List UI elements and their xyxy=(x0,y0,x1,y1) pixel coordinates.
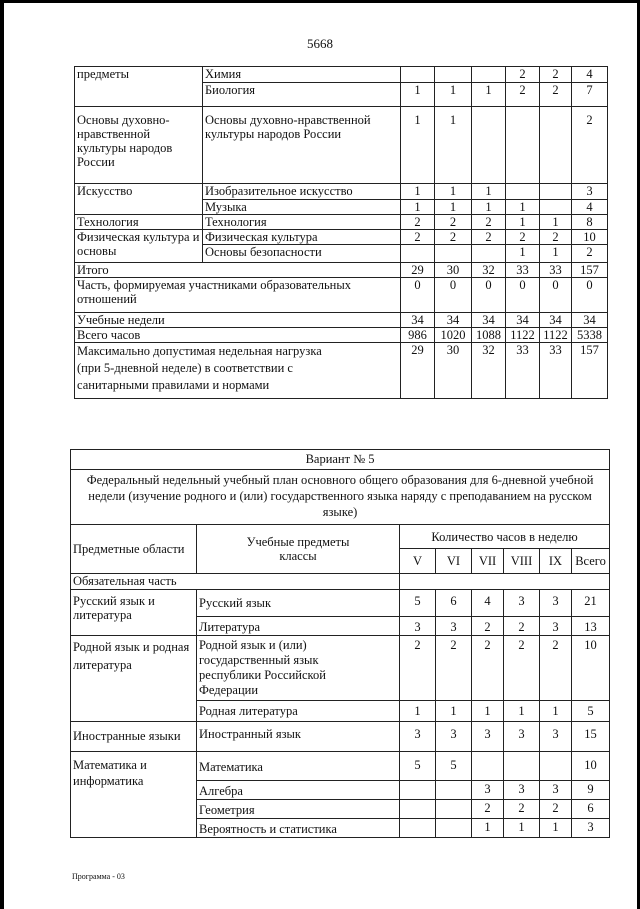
hours-cell: 0 xyxy=(540,278,572,313)
hours-cell: 29 xyxy=(401,263,435,278)
hours-cell: 29 xyxy=(401,343,435,399)
area-cell: Физическая культура и основы xyxy=(75,230,203,263)
hours-cell xyxy=(472,245,506,263)
hours-cell: 2 xyxy=(506,230,540,245)
subject-cell: Физическая культура xyxy=(203,230,401,245)
hours-cell: 2 xyxy=(472,617,504,636)
plan-title: Федеральный недельный учебный план основного общего образования для 6-дневной учебной недели (изучение родного и (или) государственного языка наряду с преподаванием на русском языке) xyxy=(71,470,610,525)
hours-cell: 2 xyxy=(401,230,435,245)
hours-cell: 2 xyxy=(540,67,572,83)
hours-cell: 1 xyxy=(472,83,506,107)
hours-cell: 1 xyxy=(540,245,572,263)
subject-cell: Литература xyxy=(197,617,400,636)
hours-cell: 0 xyxy=(572,278,608,313)
hours-cell: 0 xyxy=(472,278,506,313)
hours-cell: 6 xyxy=(572,800,610,819)
variant-5-table xyxy=(70,449,610,838)
hours-cell xyxy=(540,107,572,184)
area-cell: Русский язык и литература xyxy=(71,590,197,636)
total-row xyxy=(75,263,608,278)
table-row xyxy=(71,636,610,701)
hours-cell: 157 xyxy=(572,263,608,278)
subject-cell: Основы безопасности xyxy=(203,245,401,263)
hours-cell xyxy=(506,184,540,200)
grade-header: VI xyxy=(436,549,472,574)
curriculum-table-continued xyxy=(74,66,608,399)
subject-cell: Родной язык и (или) государственный язык республики Российской Федерации xyxy=(197,636,400,701)
hours-cell: 0 xyxy=(401,278,435,313)
hours-cell: 3 xyxy=(472,781,504,800)
hours-cell: 986 xyxy=(401,328,435,343)
grade-header: VII xyxy=(472,549,504,574)
hours-cell: 3 xyxy=(436,617,472,636)
hours-cell: 8 xyxy=(572,215,608,230)
table-row xyxy=(71,722,610,752)
hours-cell: 1 xyxy=(436,701,472,722)
total-row xyxy=(75,313,608,328)
hours-cell: 5 xyxy=(436,752,472,781)
hours-cell: 2 xyxy=(572,245,608,263)
hours-cell xyxy=(401,245,435,263)
section-filler xyxy=(400,574,610,590)
table-row xyxy=(75,107,608,184)
hours-cell: 1122 xyxy=(540,328,572,343)
hours-cell: 3 xyxy=(504,781,540,800)
hours-cell: 1 xyxy=(435,184,472,200)
hours-cell: 2 xyxy=(436,636,472,701)
hours-cell: 3 xyxy=(540,722,572,752)
hours-cell xyxy=(540,752,572,781)
variant-title: Вариант № 5 xyxy=(71,450,610,470)
hours-cell: 2 xyxy=(472,230,506,245)
total-label: Всего часов xyxy=(75,328,401,343)
table-row xyxy=(75,184,608,200)
hours-cell: 5 xyxy=(572,701,610,722)
subject-cell: Изобразительное искусство xyxy=(203,184,401,200)
hours-cell: 5338 xyxy=(572,328,608,343)
hours-cell: 2 xyxy=(540,800,572,819)
hours-cell: 34 xyxy=(506,313,540,328)
subject-cell: Математика xyxy=(197,752,400,781)
hours-cell: 3 xyxy=(504,722,540,752)
total-label: Часть, формируемая участниками образовательных отношений xyxy=(75,278,401,313)
hours-cell: 3 xyxy=(540,781,572,800)
hours-cell xyxy=(400,781,436,800)
section-row xyxy=(71,574,610,590)
hours-cell xyxy=(435,67,472,83)
subject-cell: Химия xyxy=(203,67,401,83)
hours-cell: 1 xyxy=(506,200,540,215)
hours-cell xyxy=(400,800,436,819)
hours-cell: 6 xyxy=(436,590,472,617)
subject-cell: Основы духовно-нравственной культуры народов России xyxy=(203,107,401,184)
col-header-subject: Учебные предметы классы xyxy=(197,525,400,574)
hours-cell: 10 xyxy=(572,636,610,701)
hours-cell xyxy=(400,819,436,838)
hours-cell: 2 xyxy=(472,215,506,230)
hours-cell: 2 xyxy=(506,83,540,107)
area-cell: Родной язык и родная литература xyxy=(71,636,197,722)
hours-cell: 3 xyxy=(436,722,472,752)
hours-cell xyxy=(506,107,540,184)
subject-cell: Русский язык xyxy=(197,590,400,617)
subject-cell: Родная литература xyxy=(197,701,400,722)
hours-cell: 3 xyxy=(540,590,572,617)
table-row xyxy=(75,230,608,245)
hours-cell: 1 xyxy=(401,83,435,107)
hours-cell xyxy=(436,819,472,838)
scan-edge-top xyxy=(0,0,640,3)
hours-cell: 1 xyxy=(540,819,572,838)
hours-cell: 9 xyxy=(572,781,610,800)
hours-cell xyxy=(401,67,435,83)
subject-cell: Технология xyxy=(203,215,401,230)
hours-cell: 34 xyxy=(435,313,472,328)
hours-cell: 1088 xyxy=(472,328,506,343)
hours-cell: 33 xyxy=(506,263,540,278)
hours-cell: 1 xyxy=(435,83,472,107)
hours-cell: 1 xyxy=(435,107,472,184)
hours-cell: 2 xyxy=(401,215,435,230)
hours-cell: 5 xyxy=(400,752,436,781)
hours-cell: 15 xyxy=(572,722,610,752)
hours-cell: 1 xyxy=(472,200,506,215)
hours-cell xyxy=(472,752,504,781)
table-row xyxy=(71,590,610,617)
hours-cell: 3 xyxy=(540,617,572,636)
header-row xyxy=(71,525,610,549)
scan-edge-left xyxy=(0,0,4,909)
hours-cell xyxy=(504,752,540,781)
hours-cell: 30 xyxy=(435,263,472,278)
table-row xyxy=(71,752,610,781)
hours-cell: 3 xyxy=(472,722,504,752)
hours-cell xyxy=(472,67,506,83)
total-label: Итого xyxy=(75,263,401,278)
hours-cell: 33 xyxy=(540,343,572,399)
hours-cell xyxy=(472,107,506,184)
footer-program-label: Программа - 03 xyxy=(72,872,125,881)
hours-cell: 10 xyxy=(572,230,608,245)
hours-cell: 4 xyxy=(572,67,608,83)
area-cell: Основы духовно-нравственной культуры народов России xyxy=(75,107,203,184)
hours-cell xyxy=(435,245,472,263)
grade-header: Всего xyxy=(572,549,610,574)
total-label: Максимально допустимая недельная нагрузка (при 5-дневной неделе) в соответствии с санитарными правилами и нормами xyxy=(75,343,401,399)
hours-cell: 33 xyxy=(506,343,540,399)
hours-cell xyxy=(436,781,472,800)
hours-cell: 1 xyxy=(504,701,540,722)
total-row xyxy=(75,343,608,399)
hours-cell: 1020 xyxy=(435,328,472,343)
hours-cell: 13 xyxy=(572,617,610,636)
hours-cell: 1 xyxy=(540,215,572,230)
hours-cell: 1 xyxy=(472,701,504,722)
subject-cell: Иностранный язык xyxy=(197,722,400,752)
hours-cell: 2 xyxy=(504,800,540,819)
hours-cell: 1122 xyxy=(506,328,540,343)
hours-cell: 1 xyxy=(435,200,472,215)
hours-cell xyxy=(540,200,572,215)
col-header-hours: Количество часов в неделю xyxy=(400,525,610,549)
subject-cell: Геометрия xyxy=(197,800,400,819)
hours-cell: 1 xyxy=(506,215,540,230)
hours-cell: 1 xyxy=(400,701,436,722)
hours-cell: 2 xyxy=(472,636,504,701)
area-cell: Математика и информатика xyxy=(71,752,197,838)
hours-cell: 1 xyxy=(472,819,504,838)
hours-cell: 3 xyxy=(400,617,436,636)
hours-cell: 157 xyxy=(572,343,608,399)
hours-cell: 1 xyxy=(401,200,435,215)
hours-cell: 7 xyxy=(572,83,608,107)
hours-cell: 3 xyxy=(572,184,608,200)
grade-header: V xyxy=(400,549,436,574)
hours-cell: 3 xyxy=(572,819,610,838)
hours-cell: 4 xyxy=(572,200,608,215)
hours-cell: 34 xyxy=(572,313,608,328)
area-cell: Искусство xyxy=(75,184,203,215)
hours-cell: 2 xyxy=(435,215,472,230)
hours-cell: 33 xyxy=(540,263,572,278)
area-cell: Технология xyxy=(75,215,203,230)
variant-row xyxy=(71,450,610,470)
hours-cell: 1 xyxy=(506,245,540,263)
section-label: Обязательная часть xyxy=(71,574,400,590)
hours-cell: 0 xyxy=(506,278,540,313)
hours-cell: 1 xyxy=(540,701,572,722)
hours-cell: 30 xyxy=(435,343,472,399)
hours-cell: 2 xyxy=(435,230,472,245)
hours-cell: 1 xyxy=(401,107,435,184)
hours-cell: 10 xyxy=(572,752,610,781)
hours-cell: 0 xyxy=(435,278,472,313)
subject-cell: Вероятность и статистика xyxy=(197,819,400,838)
hours-cell: 2 xyxy=(504,636,540,701)
hours-cell: 2 xyxy=(506,67,540,83)
hours-cell xyxy=(540,184,572,200)
hours-cell: 2 xyxy=(540,636,572,701)
hours-cell: 2 xyxy=(504,617,540,636)
page-number: 5668 xyxy=(307,36,333,51)
area-cell: предметы xyxy=(75,67,203,107)
grade-header: VIII xyxy=(504,549,540,574)
hours-cell: 2 xyxy=(472,800,504,819)
hours-cell xyxy=(436,800,472,819)
hours-cell: 34 xyxy=(401,313,435,328)
table-row xyxy=(75,67,608,83)
hours-cell: 3 xyxy=(504,590,540,617)
area-cell: Иностранные языки xyxy=(71,722,197,752)
hours-cell: 2 xyxy=(540,83,572,107)
plan-title-row xyxy=(71,470,610,525)
subject-cell: Музыка xyxy=(203,200,401,215)
hours-cell: 4 xyxy=(472,590,504,617)
hours-cell: 2 xyxy=(540,230,572,245)
grade-header: IX xyxy=(540,549,572,574)
hours-cell: 34 xyxy=(540,313,572,328)
hours-cell: 32 xyxy=(472,263,506,278)
subject-cell: Алгебра xyxy=(197,781,400,800)
hours-cell: 3 xyxy=(400,722,436,752)
col-header-area: Предметные области xyxy=(71,525,197,574)
table-row xyxy=(75,215,608,230)
hours-cell: 32 xyxy=(472,343,506,399)
hours-cell: 2 xyxy=(400,636,436,701)
hours-cell: 2 xyxy=(572,107,608,184)
hours-cell: 1 xyxy=(472,184,506,200)
hours-cell: 21 xyxy=(572,590,610,617)
total-label: Учебные недели xyxy=(75,313,401,328)
hours-cell: 1 xyxy=(401,184,435,200)
hours-cell: 1 xyxy=(504,819,540,838)
hours-cell: 34 xyxy=(472,313,506,328)
total-row xyxy=(75,328,608,343)
total-row xyxy=(75,278,608,313)
subject-cell: Биология xyxy=(203,83,401,107)
hours-cell: 5 xyxy=(400,590,436,617)
